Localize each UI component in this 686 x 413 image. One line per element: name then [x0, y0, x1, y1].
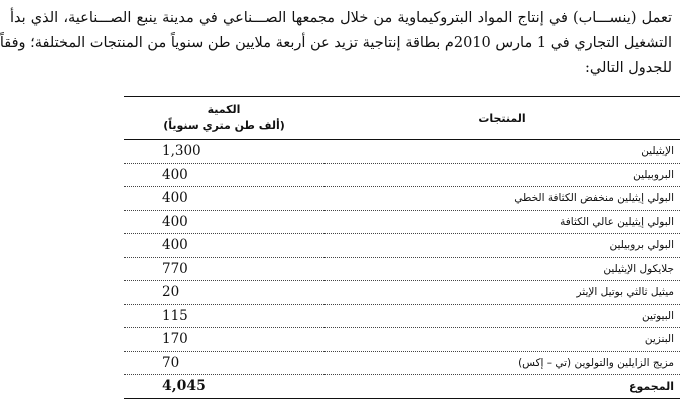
quantity-cell: 400 — [124, 187, 324, 211]
table-total-row — [124, 375, 680, 399]
quantity-cell: 170 — [124, 328, 324, 352]
table-header-row — [124, 97, 680, 140]
quantity-cell: 1,300 — [124, 140, 324, 164]
quantity-cell: 20 — [124, 281, 324, 305]
header-quantity — [124, 97, 324, 140]
quantity-cell: 400 — [124, 163, 324, 187]
paragraph-line-3: للجدول التالي: — [585, 60, 672, 76]
quantity-cell: 770 — [124, 257, 324, 281]
table-row — [124, 281, 680, 305]
table-row — [124, 140, 680, 164]
paragraph-line-2: التشغيل التجاري في 1 مارس 2010م بطاقة إنتاجية تزيد عن أربعة ملايين طن سنوياً من المنتجات المختلفة؛ وفقاً — [0, 35, 672, 51]
product-cell: البولي إيثيلين منخفض الكثافة الخطي — [324, 187, 680, 211]
table-row — [124, 328, 680, 352]
product-cell: مزيج الزايلين والتولوين (تي – إكس) — [324, 351, 680, 375]
table-row — [124, 210, 680, 234]
product-cell: البيوتين — [324, 304, 680, 328]
quantity-cell: 400 — [124, 210, 324, 234]
product-cell: البروبيلين — [324, 163, 680, 187]
quantity-cell: 115 — [124, 304, 324, 328]
total-value: 4,045 — [124, 375, 324, 399]
table-row — [124, 163, 680, 187]
quantity-cell: 70 — [124, 351, 324, 375]
product-cell: جلايكول الإيثيلين — [324, 257, 680, 281]
table-row — [124, 257, 680, 281]
product-cell: البولي بروبيلين — [324, 234, 680, 258]
product-cell: البنزين — [324, 328, 680, 352]
table-row — [124, 304, 680, 328]
quantity-cell: 400 — [124, 234, 324, 258]
table-row — [124, 351, 680, 375]
paragraph-line-1: تعمل (ينســـاب) في إنتاج المواد البتروكيماوية من خلال مجمعها الصـــناعي في مدينة ينبع الصـــناعية، الذي بدأ — [10, 10, 672, 26]
table-row — [124, 187, 680, 211]
products-table — [124, 96, 680, 399]
product-cell: ميثيل ثالثي بوتيل الإيثر — [324, 281, 680, 305]
header-product: المنتجات — [324, 97, 680, 140]
product-cell: البولي إيثيلين عالي الكثافة — [324, 210, 680, 234]
product-cell: الإيثيلين — [324, 140, 680, 164]
header-quantity-title: الكمية — [207, 103, 241, 116]
table-row — [124, 234, 680, 258]
intro-paragraph — [0, 6, 672, 81]
header-quantity-unit: (ألف طن متري سنوياً) — [163, 119, 285, 132]
total-label: المجموع — [324, 375, 680, 399]
